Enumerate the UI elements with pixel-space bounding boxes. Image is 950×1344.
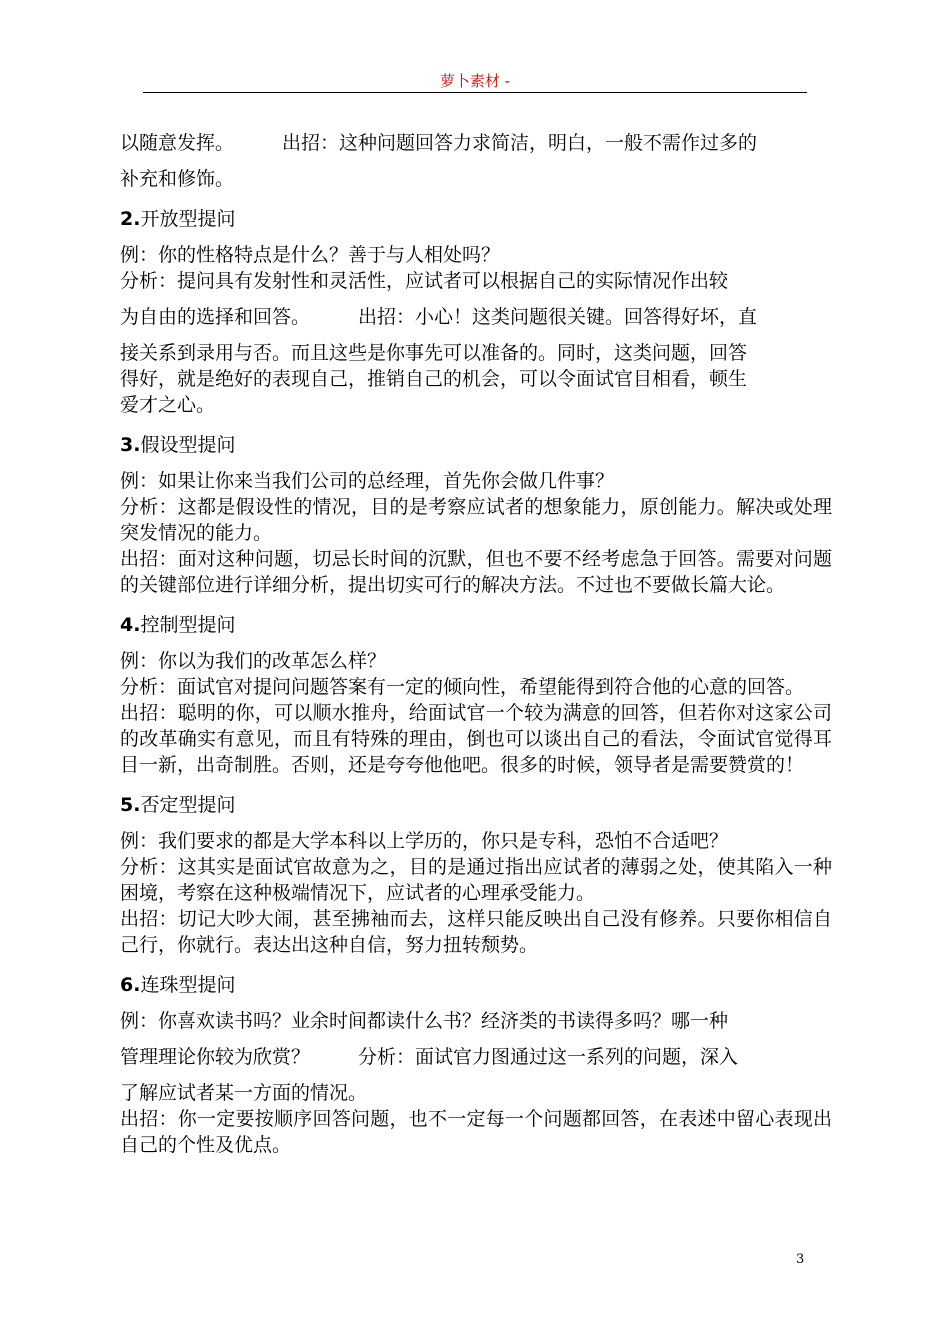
intro-line-2: 补充和修饰。 xyxy=(120,168,235,190)
analysis-paragraph: 分析：这其实是面试官故意为之，目的是通过指出应试者的薄弱之处，使其陷入一种困境，考察在这种极端情况下，应试者的心理承受能力。 xyxy=(120,856,832,904)
section-heading-6: 6.连珠型提问 xyxy=(120,974,236,996)
tip-paragraph: 接关系到录用与否。而且这些是你事先可以准备的。同时，这类问题，回答 xyxy=(120,342,748,364)
example-paragraph: 例：我们要求的都是大学本科以上学历的，你只是专科，恐怕不合适吧？ xyxy=(120,830,729,852)
header-divider xyxy=(143,92,807,93)
document-body xyxy=(120,130,832,1158)
analysis-paragraph: 分析：面试官对提问问题答案有一定的倾向性，希望能得到符合他的心意的回答。 xyxy=(120,676,805,698)
section-heading-5: 5.否定型提问 xyxy=(120,794,236,816)
page-number: 3 xyxy=(796,1252,805,1267)
tip-paragraph: 出招：你一定要按顺序回答问题，也不一定每一个问题都回答，在表述中留心表现出自己的个性及优点。 xyxy=(120,1108,832,1156)
section-heading-2: 2.开放型提问 xyxy=(120,208,236,230)
section-heading-4: 4.控制型提问 xyxy=(120,614,236,636)
analysis-paragraph: 了解应试者某一方面的情况。 xyxy=(120,1082,368,1104)
tip-paragraph: 出招：切记大吵大闹，甚至拂袖而去，这样只能反映出自己没有修养。只要你相信自己行，你就行。表达出这种自信，努力扭转颓势。 xyxy=(120,908,832,956)
tip-paragraph: 得好，就是绝好的表现自己，推销自己的机会，可以令面试官目相看，顿生 xyxy=(120,368,748,390)
analysis-paragraph: 分析：这都是假设性的情况，目的是考察应试者的想象能力，原创能力。解决或处理突发情况的能力。 xyxy=(120,496,832,544)
tip-paragraph: 出招：面对这种问题，切忌长时间的沉默，但也不要不经考虑急于回答。需要对问题的关键部位进行详细分析，提出切实可行的解决方法。不过也不要做长篇大论。 xyxy=(120,548,832,596)
example-analysis-line: 管理理论你较为欣赏？ 分析：面试官力图通过这一系列的问题，深入 xyxy=(120,1046,739,1068)
analysis-tip-line: 为自由的选择和回答。 出招：小心！这类问题很关键。回答得好坏，直 xyxy=(120,306,758,328)
section-heading-3: 3.假设型提问 xyxy=(120,434,236,456)
example-paragraph: 例：你喜欢读书吗？业余时间都读什么书？经济类的书读得多吗？哪一种 xyxy=(120,1010,729,1032)
analysis-paragraph: 分析：提问具有发射性和灵活性，应试者可以根据自己的实际情况作出较 xyxy=(120,270,729,292)
intro-line-1: 以随意发挥。 出招：这种问题回答力求简洁，明白，一般不需作过多的 xyxy=(120,132,758,154)
example-paragraph: 例：如果让你来当我们公司的总经理，首先你会做几件事？ xyxy=(120,470,615,492)
example-paragraph: 例：你以为我们的改革怎么样？ xyxy=(120,650,387,672)
tip-paragraph: 爱才之心。 xyxy=(120,394,216,416)
page-header xyxy=(0,70,950,91)
tip-paragraph: 出招：聪明的你，可以顺水推舟，给面试官一个较为满意的回答，但若你对这家公司的改革确实有意见，而且有特殊的理由，倒也可以谈出自己的看法，令面试官觉得耳目一新，出奇制胜。否则，还是夸夸他他吧。很多的时候，领导者是需要赞赏的！ xyxy=(120,702,832,776)
example-paragraph: 例：你的性格特点是什么？善于与人相处吗？ xyxy=(120,244,501,266)
header-brand-text: 萝卜素材 - xyxy=(439,72,511,90)
